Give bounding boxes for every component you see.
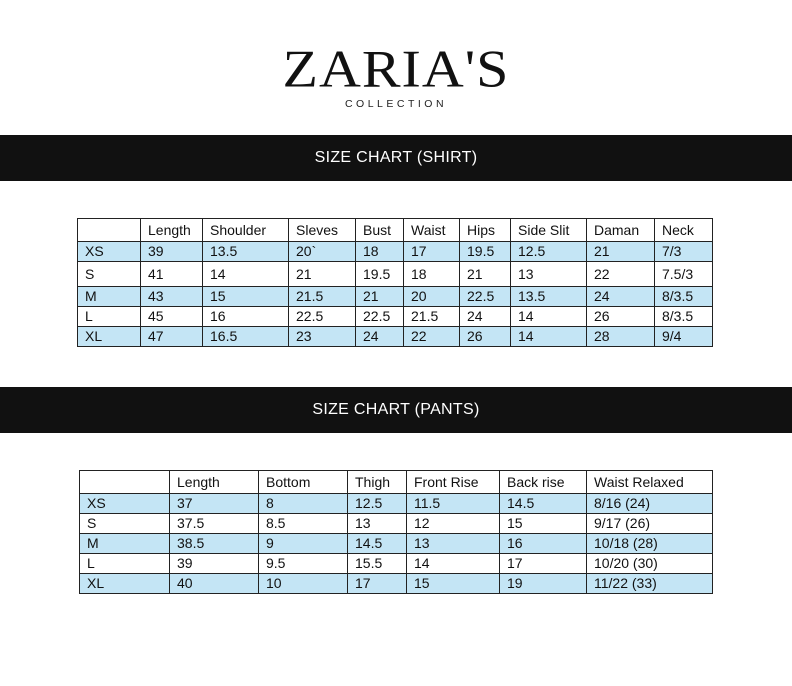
table-row xyxy=(78,307,713,327)
table-cell: 24 xyxy=(587,287,655,307)
table-cell: 47 xyxy=(141,327,203,347)
table-cell: 17 xyxy=(500,554,587,574)
table-cell: 12.5 xyxy=(348,494,407,514)
table-cell: 12 xyxy=(407,514,500,534)
table-cell: 13.5 xyxy=(511,287,587,307)
column-header: Front Rise xyxy=(407,471,500,494)
table-cell: 14.5 xyxy=(348,534,407,554)
table-cell: 21.5 xyxy=(404,307,460,327)
size-label-cell: XL xyxy=(80,574,170,594)
table-cell: 21 xyxy=(356,287,404,307)
table-cell: 10/18 (28) xyxy=(587,534,713,554)
table-cell: 17 xyxy=(404,242,460,262)
table-cell: 19.5 xyxy=(460,242,511,262)
table-row xyxy=(80,574,713,594)
table-cell: 23 xyxy=(289,327,356,347)
table-cell: 9/4 xyxy=(655,327,713,347)
table-cell: 41 xyxy=(141,262,203,287)
column-header: Sleves xyxy=(289,219,356,242)
brand-name: ZARIA'S xyxy=(282,38,510,99)
table-cell: 24 xyxy=(460,307,511,327)
column-header: Thigh xyxy=(348,471,407,494)
column-header: Neck xyxy=(655,219,713,242)
column-header: Shoulder xyxy=(203,219,289,242)
table-cell: 15 xyxy=(500,514,587,534)
table-row xyxy=(78,287,713,307)
table-cell: 22 xyxy=(587,262,655,287)
table-cell: 22.5 xyxy=(289,307,356,327)
table-cell: 14.5 xyxy=(500,494,587,514)
pants-size-table xyxy=(79,470,713,594)
table-cell: 9 xyxy=(259,534,348,554)
column-header: Bust xyxy=(356,219,404,242)
table-cell: 21 xyxy=(289,262,356,287)
table-cell: 10 xyxy=(259,574,348,594)
brand-subtitle: COLLECTION xyxy=(344,98,448,110)
size-label-cell: L xyxy=(78,307,141,327)
column-header xyxy=(80,471,170,494)
table-cell: 39 xyxy=(141,242,203,262)
table-cell: 22 xyxy=(404,327,460,347)
table-cell: 14 xyxy=(511,307,587,327)
table-cell: 11/22 (33) xyxy=(587,574,713,594)
column-header: Back rise xyxy=(500,471,587,494)
column-header xyxy=(78,219,141,242)
table-cell: 37 xyxy=(170,494,259,514)
table-cell: 18 xyxy=(356,242,404,262)
column-header: Bottom xyxy=(259,471,348,494)
table-cell: 37.5 xyxy=(170,514,259,534)
pants-chart-heading: SIZE CHART (PANTS) xyxy=(312,401,480,418)
table-cell: 24 xyxy=(356,327,404,347)
table-row xyxy=(78,242,713,262)
table-cell: 16.5 xyxy=(203,327,289,347)
table-header-row xyxy=(80,471,713,494)
column-header: Length xyxy=(141,219,203,242)
shirt-chart-heading-band xyxy=(0,135,792,181)
pants-chart-heading-band xyxy=(0,387,792,433)
table-header-row xyxy=(78,219,713,242)
table-cell: 15 xyxy=(203,287,289,307)
size-label-cell: S xyxy=(80,514,170,534)
table-cell: 43 xyxy=(141,287,203,307)
table-cell: 13 xyxy=(348,514,407,534)
table-row xyxy=(80,494,713,514)
table-cell: 40 xyxy=(170,574,259,594)
table-cell: 19 xyxy=(500,574,587,594)
table-cell: 9/17 (26) xyxy=(587,514,713,534)
column-header: Daman xyxy=(587,219,655,242)
table-row xyxy=(78,327,713,347)
table-cell: 13 xyxy=(511,262,587,287)
table-cell: 14 xyxy=(407,554,500,574)
table-cell: 8/16 (24) xyxy=(587,494,713,514)
table-cell: 19.5 xyxy=(356,262,404,287)
table-cell: 28 xyxy=(587,327,655,347)
table-cell: 14 xyxy=(203,262,289,287)
table-cell: 13 xyxy=(407,534,500,554)
table-cell: 11.5 xyxy=(407,494,500,514)
size-label-cell: M xyxy=(80,534,170,554)
column-header: Length xyxy=(170,471,259,494)
table-cell: 8.5 xyxy=(259,514,348,534)
table-row xyxy=(80,534,713,554)
table-cell: 8/3.5 xyxy=(655,307,713,327)
column-header: Side Slit xyxy=(511,219,587,242)
table-cell: 17 xyxy=(348,574,407,594)
table-cell: 22.5 xyxy=(460,287,511,307)
size-label-cell: M xyxy=(78,287,141,307)
size-label-cell: L xyxy=(80,554,170,574)
table-cell: 7.5/3 xyxy=(655,262,713,287)
table-cell: 20 xyxy=(404,287,460,307)
table-cell: 26 xyxy=(587,307,655,327)
size-label-cell: XL xyxy=(78,327,141,347)
table-row xyxy=(80,554,713,574)
table-cell: 39 xyxy=(170,554,259,574)
size-label-cell: S xyxy=(78,262,141,287)
table-cell: 14 xyxy=(511,327,587,347)
brand-logo xyxy=(0,40,792,110)
column-header: Waist Relaxed xyxy=(587,471,713,494)
table-cell: 38.5 xyxy=(170,534,259,554)
table-cell: 21 xyxy=(587,242,655,262)
table-cell: 10/20 (30) xyxy=(587,554,713,574)
table-cell: 7/3 xyxy=(655,242,713,262)
table-cell: 18 xyxy=(404,262,460,287)
size-label-cell: XS xyxy=(80,494,170,514)
table-cell: 16 xyxy=(500,534,587,554)
table-cell: 21 xyxy=(460,262,511,287)
table-cell: 12.5 xyxy=(511,242,587,262)
table-cell: 13.5 xyxy=(203,242,289,262)
table-cell: 21.5 xyxy=(289,287,356,307)
table-row xyxy=(78,262,713,287)
shirt-size-table xyxy=(77,218,713,347)
table-cell: 9.5 xyxy=(259,554,348,574)
column-header: Hips xyxy=(460,219,511,242)
size-label-cell: XS xyxy=(78,242,141,262)
table-cell: 45 xyxy=(141,307,203,327)
table-cell: 20` xyxy=(289,242,356,262)
shirt-chart-heading: SIZE CHART (SHIRT) xyxy=(314,149,478,166)
table-cell: 15 xyxy=(407,574,500,594)
table-cell: 8 xyxy=(259,494,348,514)
table-cell: 8/3.5 xyxy=(655,287,713,307)
table-cell: 15.5 xyxy=(348,554,407,574)
table-cell: 26 xyxy=(460,327,511,347)
table-cell: 22.5 xyxy=(356,307,404,327)
table-cell: 16 xyxy=(203,307,289,327)
table-row xyxy=(80,514,713,534)
column-header: Waist xyxy=(404,219,460,242)
